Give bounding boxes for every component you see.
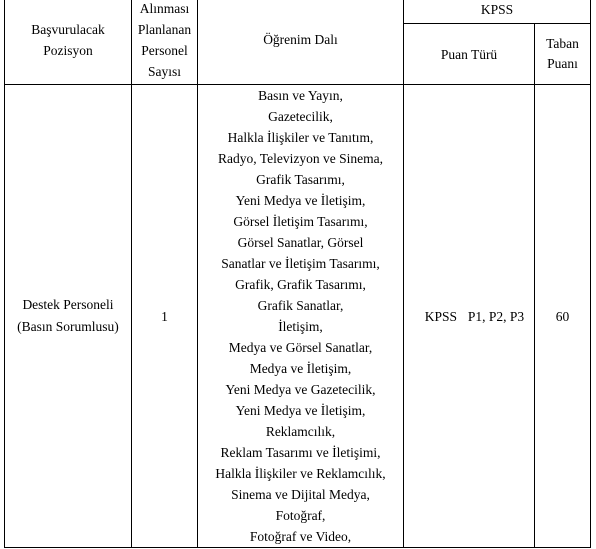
header-row-1 xyxy=(5,0,591,24)
field-item: Yeni Medya ve İletişim, xyxy=(235,403,366,418)
base-score-header-line2: Puanı xyxy=(547,56,578,71)
count-cell: 1 xyxy=(132,85,198,548)
field-header: Öğrenim Dalı xyxy=(198,0,404,85)
table-row xyxy=(5,85,591,548)
field-item: Grafik Sanatlar, xyxy=(257,298,344,313)
base-score-cell: 60 xyxy=(535,85,591,548)
field-item: Görsel İletişim Tasarımı, xyxy=(233,214,368,229)
field-item: Medya ve Görsel Sanatlar, xyxy=(228,340,373,355)
field-item: Halkla İlişkiler ve Tanıtım, xyxy=(227,130,374,145)
field-item: Yeni Medya ve İletişim, xyxy=(235,193,366,208)
field-item: İletişim, xyxy=(278,319,323,334)
position-header xyxy=(5,0,132,85)
position-header-line1: Başvurulacak xyxy=(31,21,105,37)
field-item: Halkla İlişkiler ve Reklamcılık, xyxy=(215,466,386,481)
position-line2: (Basın Sorumlusu) xyxy=(17,319,119,334)
field-item: Sinema ve Dijital Medya, xyxy=(231,487,370,502)
position-header-line2: Pozisyon xyxy=(43,42,93,58)
score-type-cell xyxy=(404,85,535,548)
score-type-header: Puan Türü xyxy=(404,24,535,85)
score-types: P1, P2, P3 xyxy=(467,308,525,324)
count-header-line4: Sayısı xyxy=(147,63,181,79)
field-item: Grafik, Grafik Tasarımı, xyxy=(235,277,366,292)
field-item: Reklamcılık, xyxy=(265,424,336,439)
field-item: Görsel Sanatlar, Görsel xyxy=(237,235,364,250)
position-cell xyxy=(5,85,132,548)
field-item: Basın ve Yayın, xyxy=(258,88,343,103)
position-table xyxy=(4,0,591,548)
base-score-header xyxy=(535,24,591,85)
position-line1: Destek Personeli xyxy=(22,297,114,312)
field-item: Grafik Tasarımı, xyxy=(256,172,345,187)
count-header-line1: Alınması xyxy=(139,0,190,16)
field-item: Gazetecilik, xyxy=(268,109,333,124)
field-item: Reklam Tasarımı ve İletişimi, xyxy=(220,445,381,460)
exam-name: KPSS xyxy=(424,308,457,324)
kpss-header: KPSS xyxy=(404,0,591,24)
field-item: Medya ve İletişim, xyxy=(249,361,352,376)
count-header xyxy=(132,0,198,85)
field-item: Radyo, Televizyon ve Sinema, xyxy=(218,151,383,166)
field-item: Fotoğraf, xyxy=(275,508,326,523)
field-list-cell xyxy=(198,85,404,548)
base-score-header-line1: Taban xyxy=(546,36,579,51)
field-item: Fotoğraf ve Video, xyxy=(249,529,352,544)
count-header-line2: Planlanan xyxy=(137,21,192,37)
field-item: Yeni Medya ve Gazetecilik, xyxy=(225,382,376,397)
field-item: Sanatlar ve İletişim Tasarımı, xyxy=(221,256,380,271)
count-header-line3: Personel xyxy=(141,42,188,58)
